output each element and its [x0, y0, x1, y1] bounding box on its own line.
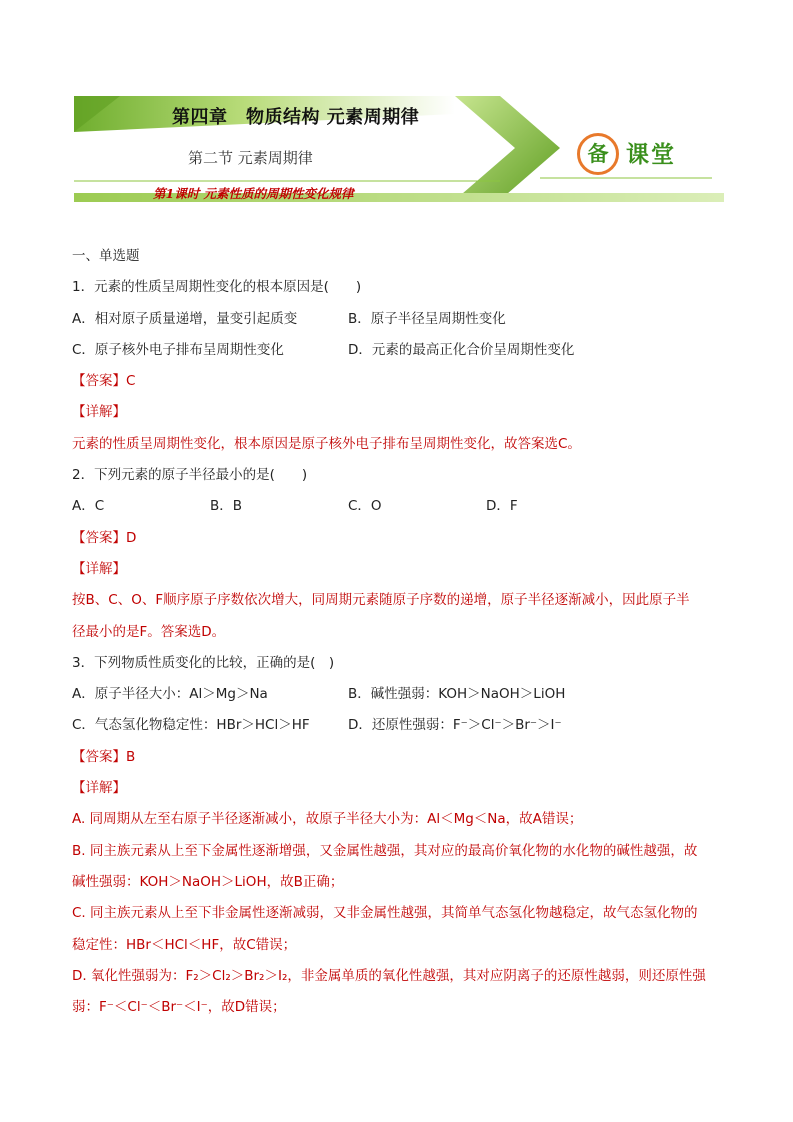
question-2-option-a: A．C	[72, 498, 105, 515]
question-1-option-c: C．原子核外电子排布呈周期性变化	[72, 341, 284, 358]
answer-label: 【答案】	[72, 373, 126, 390]
logo-badge: 备	[577, 133, 619, 175]
header-banner	[0, 0, 793, 215]
answer-value: B	[126, 748, 136, 765]
question-3-options-row-2	[72, 710, 726, 741]
question-3-detail-label: 【详解】	[72, 780, 126, 797]
question-3-option-c: C．气态氢化物稳定性：HBr＞HCl＞HF	[72, 717, 310, 734]
question-3-option-b: B．碱性强弱：KOH＞NaOH＞LiOH	[348, 686, 566, 703]
lesson-title: 第1课时 元素性质的周期性变化规律	[153, 186, 354, 201]
question-2-option-b: B．B	[210, 498, 243, 515]
question-3-detail-line-2: B. 同主族元素从上至下金属性逐渐增强，又金属性越强，其对应的最高价氧化物的水化物的碱性越强，故	[72, 842, 698, 859]
question-3-options-row-1	[72, 679, 726, 710]
question-2-stem: 2．下列元素的原子半径最小的是( )	[72, 467, 308, 484]
question-2-answer	[72, 523, 726, 554]
question-3-detail-line-3: 碱性强弱：KOH＞NaOH＞LiOH，故B正确；	[72, 873, 344, 890]
question-2-option-c: C．O	[348, 498, 382, 515]
question-1-stem: 1．元素的性质呈周期性变化的根本原因是( )	[72, 279, 362, 296]
question-2-detail-line-2: 径最小的是F。答案选D。	[72, 623, 226, 640]
question-3-detail-line-1: A. 同周期从左至右原子半径逐渐减小，故原子半径大小为：Al＜Mg＜Na，故A错误；	[72, 811, 583, 828]
question-2-options-row	[72, 491, 726, 522]
question-3-detail-line-5: 稳定性：HBr＜HCl＜HF，故C错误；	[72, 936, 297, 953]
question-2-detail-label: 【详解】	[72, 560, 126, 577]
question-1-answer	[72, 366, 726, 397]
section-heading: 一、单选题	[72, 248, 140, 264]
question-1-option-b: B．原子半径呈周期性变化	[348, 310, 506, 327]
question-1-options-row-1	[72, 304, 726, 335]
question-3-detail-line-7: 弱：F⁻＜Cl⁻＜Br⁻＜I⁻，故D错误；	[72, 999, 286, 1016]
answer-label: 【答案】	[72, 529, 126, 546]
document-body	[72, 241, 726, 1023]
logo-text: 课堂	[626, 142, 676, 168]
question-3-option-d: D．还原性强弱：F⁻＞Cl⁻＞Br⁻＞I⁻	[348, 717, 562, 734]
question-3-answer	[72, 742, 726, 773]
question-2-detail-line-1: 按B、C、O、F顺序原子序数依次增大，同周期元素随原子序数的递增，原子半径逐渐减小，因此原子半	[72, 592, 690, 609]
question-1-option-a: A．相对原子质量递增，量变引起质变	[72, 310, 298, 327]
answer-label: 【答案】	[72, 748, 126, 765]
question-3-detail-line-4: C. 同主族元素从上至下非金属性逐渐减弱，又非金属性越强，其简单气态氢化物越稳定，故气态氢化物的	[72, 905, 698, 922]
question-3-stem: 3．下列物质性质变化的比较，正确的是( )	[72, 654, 335, 671]
section-title: 第二节 元素周期律	[188, 149, 313, 167]
question-1-option-d: D．元素的最高正化合价呈周期性变化	[348, 341, 575, 358]
question-3-option-a: A．原子半径大小：Al＞Mg＞Na	[72, 686, 268, 703]
question-1-detail-line-1: 元素的性质呈周期性变化，根本原因是原子核外电子排布呈周期性变化，故答案选C。	[72, 435, 581, 452]
question-3-detail-line-6: D. 氧化性强弱为：F₂＞Cl₂＞Br₂＞I₂，非金属单质的氧化性越强，其对应阴离子的还原性越弱，则还原性强	[72, 967, 706, 984]
question-2-option-d: D．F	[486, 498, 518, 515]
question-1-options-row-2	[72, 335, 726, 366]
answer-value: D	[126, 529, 137, 546]
question-1-detail-label: 【详解】	[72, 404, 126, 421]
answer-value: C	[126, 373, 136, 390]
chapter-title: 第四章 物质结构 元素周期律	[172, 107, 420, 128]
